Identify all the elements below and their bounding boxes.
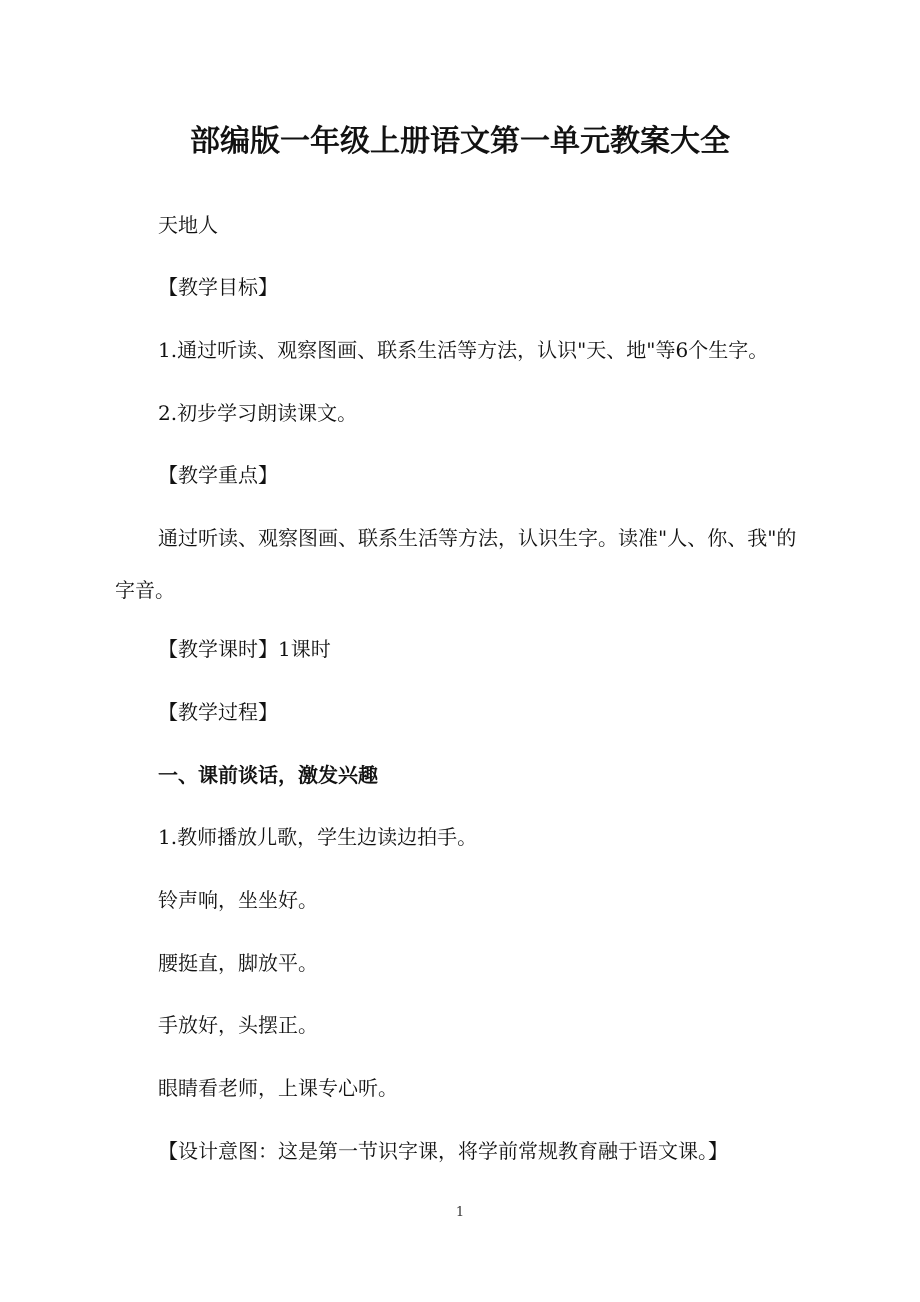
rhyme-line-3: 手放好，头摆正。 bbox=[158, 1013, 318, 1037]
rhyme-line-1: 铃声响，坐坐好。 bbox=[158, 888, 318, 912]
lesson-name: 天地人 bbox=[158, 213, 218, 237]
rhyme-line-2: 腰挺直，脚放平。 bbox=[158, 951, 318, 975]
objective-item-1: 1.通过听读、观察图画、联系生活等方法，认识"天、地"等6个生字。 bbox=[158, 338, 769, 362]
section-heading-objectives: 【教学目标】 bbox=[158, 275, 278, 299]
process-step-heading: 一、课前谈话，激发兴趣 bbox=[158, 763, 378, 787]
document-title: 部编版一年级上册语文第一单元教案大全 bbox=[190, 124, 730, 159]
key-points-text: 通过听读、观察图画、联系生活等方法，认识生字。读准"人、你、我"的字音。 bbox=[115, 526, 797, 602]
section-heading-process: 【教学过程】 bbox=[158, 700, 278, 724]
section-heading-key-points: 【教学重点】 bbox=[158, 463, 278, 487]
class-hours-text: 【教学课时】1课时 bbox=[158, 637, 331, 661]
rhyme-line-4: 眼睛看老师，上课专心听。 bbox=[158, 1076, 398, 1100]
objective-item-2: 2.初步学习朗读课文。 bbox=[158, 401, 358, 425]
process-step-item-1: 1.教师播放儿歌，学生边读边拍手。 bbox=[158, 825, 478, 849]
design-intent-note: 【设计意图：这是第一节识字课，将学前常规教育融于语文课。】 bbox=[158, 1139, 728, 1163]
page-number: 1 bbox=[455, 1205, 465, 1220]
